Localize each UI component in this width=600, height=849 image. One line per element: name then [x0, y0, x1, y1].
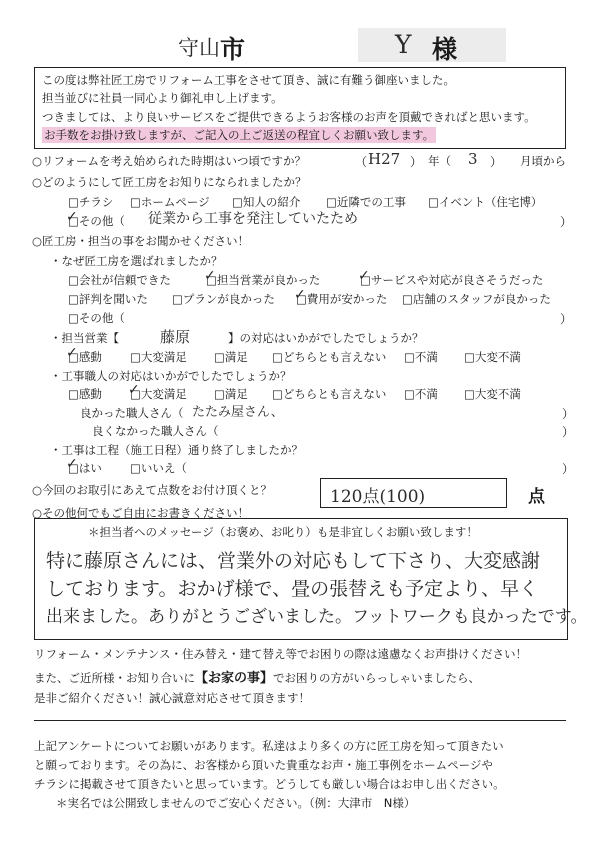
q3-schedule-close-paren: ） [562, 462, 575, 476]
q3-craft-option-neutral[interactable]: □どちらとも言えない [272, 387, 387, 401]
q1-month-handwritten[interactable]: 3 [468, 150, 478, 168]
q1-year-label: 年（ [428, 154, 451, 168]
intro-line-2: 担当並びに社員一同心より御礼申し上げます。 [42, 91, 283, 105]
q3-rep-option-dissatisfied[interactable]: □不満 [404, 350, 438, 364]
q2-source-question: ○どのようにして匠工房をお知りになられましたか？ [32, 175, 307, 189]
score-unit: 点 [528, 487, 545, 507]
q3-option-reputation[interactable]: □評判を聞いた [68, 292, 148, 306]
intro-line-4-highlighted: お手数をお掛け致しますが、ご記入の上ご返送の程宜しくお願い致します。 [44, 128, 435, 142]
q2-option-flyer[interactable]: □チラシ [68, 195, 114, 209]
q1-timing-question: ○リフォームを考え始められた時期はいつ頃ですか？ [32, 154, 306, 168]
message-handwritten-line-2[interactable]: しております。おかげ様で、畳の張替えも予定より、早く [46, 578, 539, 600]
message-box-heading: ＊担当者へのメッセージ（お褒め、お叱り）も是非宜しくお願い致します！ [88, 525, 478, 539]
q3-bad-craftsman-close-paren: ） [562, 425, 575, 439]
q3-rep-option-neutral[interactable]: □どちらとも言えない [272, 350, 387, 364]
q3-option-store-staff[interactable]: □店舗のスタッフが良かった [402, 292, 551, 306]
q3-rep-option-satisfied[interactable]: □満足 [214, 350, 248, 364]
q5-free-comment-question: ○その他何でもご自由にお書きください！ [32, 506, 250, 520]
q3-craft-option-impressed[interactable]: □感動 [68, 387, 102, 401]
footer-line-2 [34, 667, 480, 686]
message-handwritten-line-1[interactable]: 特に藤原さんには、営業外の対応もして下さり、大変感謝 [46, 550, 541, 572]
footer-note-4: ＊実名では公開致しませんのでご安心ください。（例：大津市 N様） [56, 796, 416, 810]
q1-month-label: 月頃から [520, 154, 566, 168]
q3-other-close-paren: ） [560, 312, 573, 326]
q3-craft-option-dissatisfied[interactable]: □不満 [404, 387, 438, 401]
q3-option-service[interactable]: □サービスや対応が良さそうだった [360, 273, 544, 287]
q1-year-handwritten[interactable]: H27 [368, 150, 401, 168]
q4-score-question: ○今回のお取引にあえて点数をお付け頂くと？ [32, 483, 273, 497]
footer-ouchi-no-koto: 【お家の事】 [195, 671, 274, 686]
footer-note-2: と願っております。その為に、お客様から頂いた貴重なお声・施工事例をホームページや [34, 758, 493, 772]
q3-good-craftsman-label: 良かった職人さん（ [80, 406, 184, 420]
q1-month-close-paren: ） [490, 155, 503, 169]
q3-sales-rep-prefix: ・担当営業【 [50, 331, 119, 345]
q2-other-handwritten[interactable]: 従業から工事を発注していたため [148, 211, 358, 227]
q1-open-paren: （ [355, 155, 368, 169]
q3-craft-option-very-satisfied[interactable]: □大変満足 [130, 387, 187, 401]
message-handwritten-line-3[interactable]: 出来ました。ありがとうございました。フットワークも良かったです。 [46, 607, 588, 627]
footer-line-3: 是非ご紹介ください！誠心誠意対応させて頂きます！ [34, 691, 310, 705]
q3-rep-option-impressed[interactable]: □感動 [68, 350, 102, 364]
q2-option-referral[interactable]: □知人の紹介 [232, 195, 301, 209]
q3-schedule-question: ・工事は工程（施工日程）通り終了しましたか？ [50, 443, 303, 457]
q3-sales-rep-name-handwritten[interactable]: 藤原 [160, 328, 191, 346]
footer-note-1: 上記アンケートについてお願いがあります。私達はより多くの方に匠工房を知って頂きたい [34, 739, 504, 753]
q3-bad-craftsman-label: 良くなかった職人さん（ [92, 424, 219, 438]
q3-option-other[interactable]: □その他（ [68, 311, 125, 325]
q3-craftsmen-question: ・工事職人の対応はいかがでしたでしょうか？ [50, 369, 292, 383]
footer-line-2c: でお困りの方がいらっしゃいましたら、 [273, 671, 481, 685]
q3-craft-option-very-dissatisfied[interactable]: □大変不満 [464, 387, 521, 401]
q3-good-craftsman-handwritten[interactable]: たたみ屋さん、 [192, 405, 284, 420]
q3-why-chosen: ・なぜ匠工房を選ばれましたか？ [50, 254, 223, 268]
q3-good-craftsman-close-paren: ） [562, 407, 575, 421]
q2-option-other[interactable]: □その他（ [68, 214, 125, 228]
footer-divider [34, 720, 566, 721]
q3-sales-rep-suffix: 】の対応はいかがでしたでしょうか？ [228, 331, 424, 345]
q2-option-homepage[interactable]: □ホームページ [130, 195, 210, 209]
q3-option-sales-rep[interactable]: □担当営業が良かった [206, 273, 321, 287]
q3-craft-option-satisfied[interactable]: □満足 [214, 387, 248, 401]
customer-name-handwritten: Y [395, 30, 412, 59]
q2-option-event[interactable]: □イベント（住宅博） [428, 195, 543, 209]
q3-schedule-option-yes[interactable]: □はい [68, 461, 102, 475]
q3-schedule-option-no[interactable]: □いいえ（ [130, 461, 187, 475]
q3-rep-option-very-dissatisfied[interactable]: □大変不満 [464, 350, 521, 364]
score-handwritten[interactable]: 120点(100) [330, 487, 426, 507]
q2-other-close-paren: ） [560, 215, 573, 229]
intro-line-3: つきましては、より良いサービスをご提供できるようお客様のお声を頂戴できればと思います。 [42, 110, 536, 124]
q3-option-plan[interactable]: □プランが良かった [172, 292, 275, 306]
footer-note-3: チラシに掲載させて頂きたいと思っています。どうしても厳しい場合はお申し出ください。 [34, 777, 505, 791]
customer-honorific: 様 [432, 35, 458, 64]
intro-line-1: この度は弊社匠工房でリフォーム工事をさせて頂き、誠に有難う御座いました。 [42, 73, 455, 87]
city-handwritten: 守山 [178, 36, 220, 60]
city-suffix: 市 [220, 35, 246, 64]
q3-option-price[interactable]: □費用が安かった [296, 292, 388, 306]
q3-section-question: ○匠工房・担当の事をお聞かせください！ [32, 234, 250, 248]
q1-year-close-paren: ） [410, 155, 423, 169]
q2-option-nearby-work[interactable]: □近隣での工事 [326, 195, 406, 209]
footer-line-2a: また、ご近所様・お知り合いに [34, 671, 195, 685]
q3-rep-option-very-satisfied[interactable]: □大変満足 [130, 350, 187, 364]
q3-option-trust[interactable]: □会社が信頼できた [68, 273, 171, 287]
footer-line-1: リフォーム・メンテナンス・住み替え・建て替え等でお困りの際は遠慮なくお声掛けください！ [34, 647, 527, 661]
